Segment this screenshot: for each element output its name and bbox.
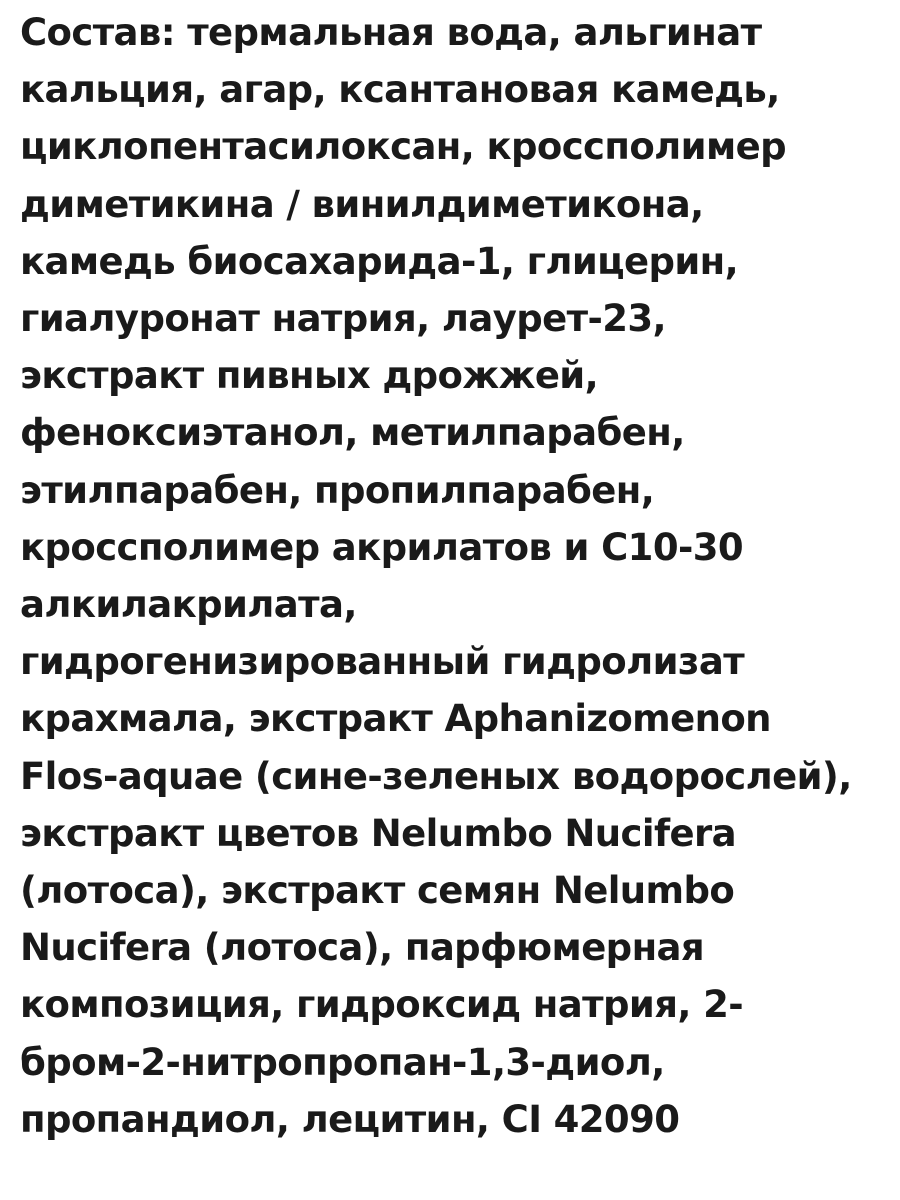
- ingredients-line: Nucifera (лотоса), парфюмерная: [20, 926, 705, 970]
- ingredients-line: (лотоса), экстракт семян Nelumbo: [20, 869, 735, 913]
- ingredients-line: кальция, агар, ксантановая камедь,: [20, 68, 780, 112]
- ingredients-line: циклопентасилоксан, кроссполимер: [20, 125, 787, 169]
- ingredients-line: Состав: термальная вода, альгинат: [20, 11, 762, 54]
- ingredients-line: бром-2-нитропропан-1,3-диол,: [20, 1040, 665, 1084]
- ingredients-line: диметикина / винилдиметикона,: [20, 182, 704, 226]
- ingredients-line: феноксиэтанол, метилпарабен,: [20, 411, 685, 455]
- ingredients-line: крахмала, экстракт Aphanizomenon: [20, 697, 771, 741]
- ingredients-line: экстракт пивных дрожжей,: [20, 354, 599, 398]
- ingredients-line: пропандиол, лецитин, CI 42090: [20, 1097, 680, 1141]
- ingredients-line: алкилакрилата,: [20, 583, 357, 627]
- ingredients-line: камедь биосахарида-1, глицерин,: [20, 239, 739, 283]
- ingredients-text: [20, 4, 890, 1148]
- ingredients-line: гидрогенизированный гидролизат: [20, 640, 745, 684]
- ingredients-line: экстракт цветов Nelumbo Nucifera: [20, 811, 736, 855]
- ingredients-line: этилпарабен, пропилпарабен,: [20, 468, 655, 512]
- ingredients-line: композиция, гидроксид натрия, 2-: [20, 983, 743, 1027]
- ingredients-line: кроссполимер акрилатов и С10-30: [20, 525, 744, 569]
- ingredients-line: Flos-aquae (сине-зеленых водорослей),: [20, 754, 852, 798]
- ingredients-line: гиалуронат натрия, лаурет-23,: [20, 297, 666, 341]
